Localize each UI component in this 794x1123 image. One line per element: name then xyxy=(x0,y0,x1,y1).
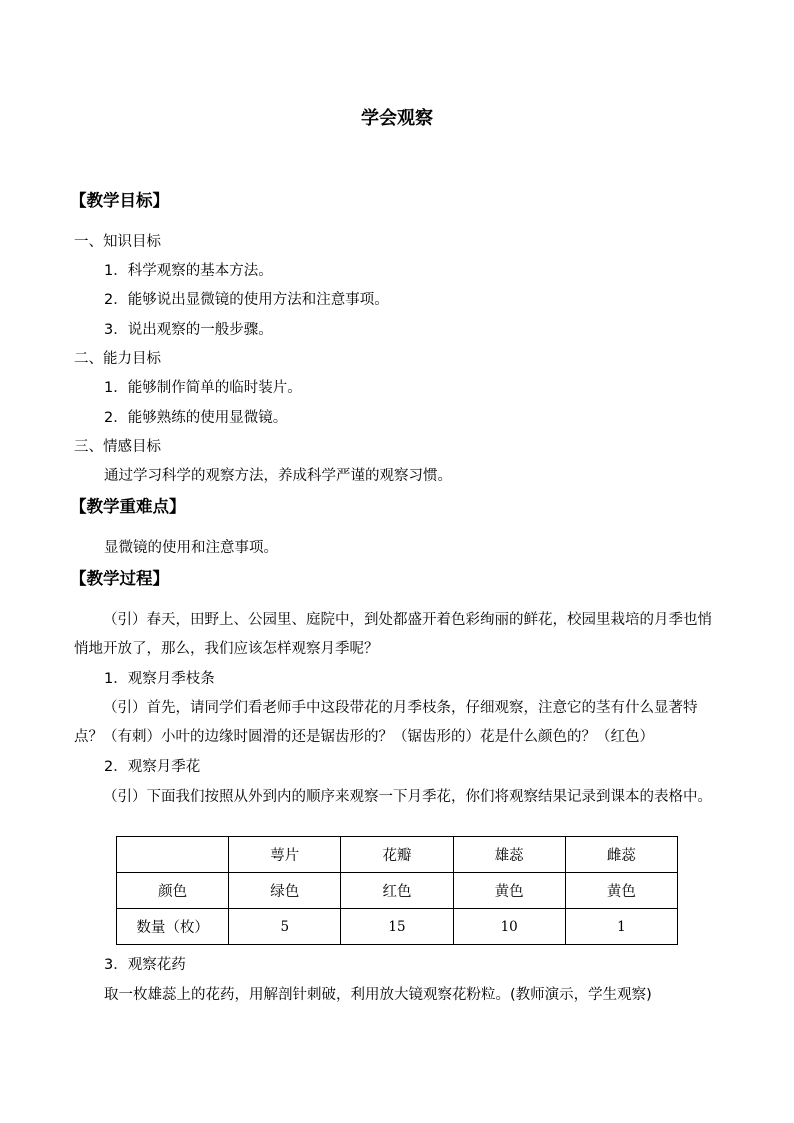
observation-table xyxy=(116,836,678,945)
ability-goals-heading: 二、能力目标 xyxy=(74,351,161,367)
step2-text: （引）下面我们按照从外到内的顺序来观察一下月季花，你们将观察结果记录到课本的表格中。 xyxy=(103,789,712,805)
table-cell: 5 xyxy=(229,909,341,945)
key-points-heading: 【教学重难点】 xyxy=(70,497,186,516)
page-title: 学会观察 xyxy=(361,108,433,129)
table-cell: 15 xyxy=(341,909,453,945)
step3-text: 取一枚雄蕊上的花药，用解剖针刺破，利用放大镜观察花粉粒。(教师演示，学生观察) xyxy=(104,987,652,1003)
ability-goal-item: 2．能够熟练的使用显微镜。 xyxy=(104,410,288,426)
table-header-cell: 花瓣 xyxy=(341,837,453,873)
table-cell: 1 xyxy=(565,909,677,945)
knowledge-goal-item: 3．说出观察的一般步骤。 xyxy=(104,322,273,338)
table-cell: 10 xyxy=(453,909,565,945)
step2-title: 2．观察月季花 xyxy=(104,759,201,775)
table-row-header: 颜色 xyxy=(117,873,229,909)
knowledge-goal-item: 2．能够说出显微镜的使用方法和注意事项。 xyxy=(104,292,389,308)
step3-title: 3．观察花药 xyxy=(104,957,186,973)
table-row xyxy=(117,909,678,945)
ability-goal-item: 1．能够制作简单的临时装片。 xyxy=(104,380,302,396)
table-header-row xyxy=(117,837,678,873)
table-row-header: 数量（枚） xyxy=(117,909,229,945)
step1-title: 1．观察月季枝条 xyxy=(104,671,215,687)
table-cell: 绿色 xyxy=(229,873,341,909)
table-header-cell xyxy=(117,837,229,873)
table-cell: 黄色 xyxy=(565,873,677,909)
goals-heading: 【教学目标】 xyxy=(70,191,169,210)
process-heading: 【教学过程】 xyxy=(70,569,169,588)
process-intro: （引）春天，田野上、公园里、庭院中，到处都盛开着色彩绚丽的鲜花，校园里栽培的月季也悄悄地开放了，那么，我们应该怎样观察月季呢？ xyxy=(74,612,712,657)
knowledge-goal-item: 1．科学观察的基本方法。 xyxy=(104,263,273,279)
table-cell: 黄色 xyxy=(453,873,565,909)
table-row xyxy=(117,873,678,909)
table-header-cell: 萼片 xyxy=(229,837,341,873)
key-points-text: 显微镜的使用和注意事项。 xyxy=(104,540,278,556)
table-cell: 红色 xyxy=(341,873,453,909)
step1-text: （引）首先，请同学们看老师手中这段带花的月季枝条，仔细观察，注意它的茎有什么显著特点？（有刺）小叶的边缘时圆滑的还是锯齿形的？（锯齿形的）花是什么颜色的？（红色） xyxy=(74,700,698,745)
knowledge-goals-heading: 一、知识目标 xyxy=(74,234,161,250)
table-header-cell: 雌蕊 xyxy=(565,837,677,873)
emotion-goals-heading: 三、情感目标 xyxy=(74,439,161,455)
emotion-goal-text: 通过学习科学的观察方法，养成科学严谨的观察习惯。 xyxy=(104,468,452,484)
table-header-cell: 雄蕊 xyxy=(453,837,565,873)
